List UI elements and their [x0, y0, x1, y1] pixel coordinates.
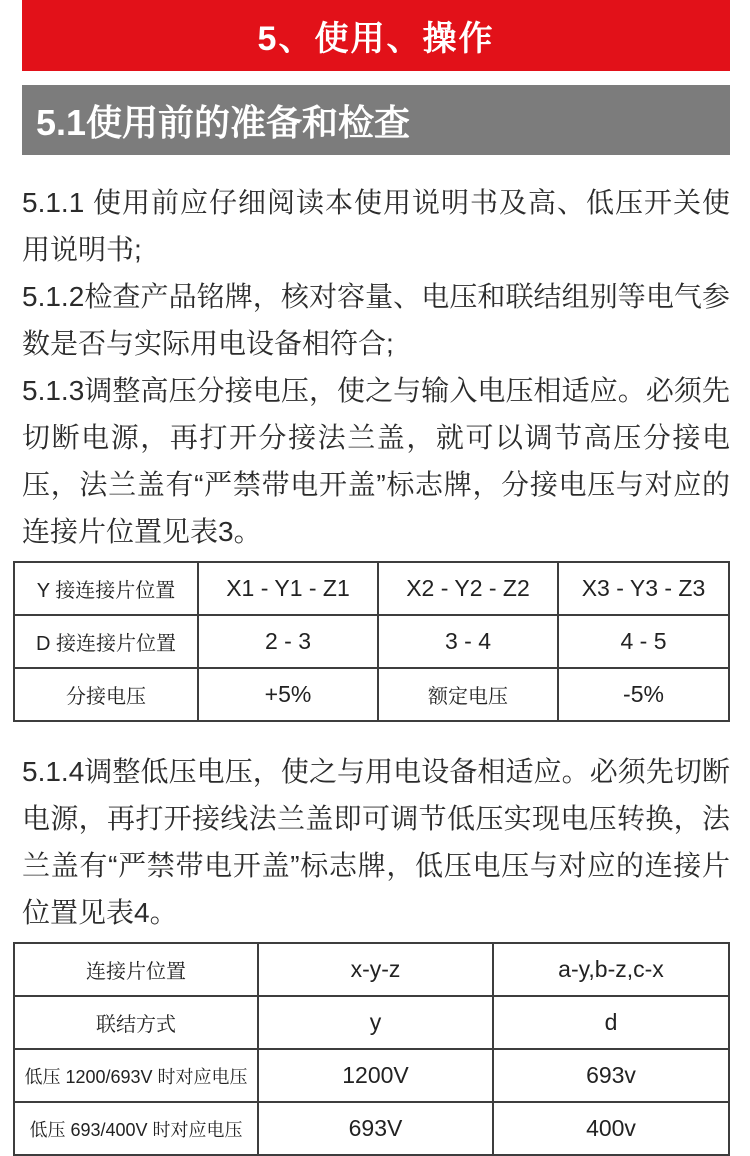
table-cell: X1 - Y1 - Z1 — [198, 562, 378, 615]
table-cell: 2 - 3 — [198, 615, 378, 668]
table-cell: D 接连接片位置 — [14, 615, 198, 668]
body-text-block — [22, 179, 730, 555]
paragraph-5-1-1: 5.1.1 使用前应仔细阅读本使用说明书及高、低压开关使用说明书; — [22, 187, 730, 265]
table-cell: 3 - 4 — [378, 615, 558, 668]
table-cell: 693V — [258, 1102, 493, 1155]
table-cell: -5% — [558, 668, 729, 721]
section-title-banner — [22, 85, 730, 155]
low-voltage-table — [13, 942, 730, 1156]
paragraph-5-1-4: 5.1.4调整低压电压，使之与用电设备相适应。必须先切断电源，再打开接线法兰盖即可调节低压实现电压转换，法兰盖有“严禁带电开盖”标志牌，低压电压与对应的连接片位置见表4。 — [22, 756, 730, 928]
chapter-title: 5、使用、操作 — [257, 20, 495, 58]
table-cell: a-y,b-z,c-x — [493, 943, 729, 996]
table-cell: Y 接连接片位置 — [14, 562, 198, 615]
table-cell: x-y-z — [258, 943, 493, 996]
table-row — [14, 615, 729, 668]
table-cell: 4 - 5 — [558, 615, 729, 668]
table-row — [14, 562, 729, 615]
chapter-title-banner — [22, 0, 730, 71]
table-row — [14, 996, 729, 1049]
paragraph-5-1-2: 5.1.2检查产品铭牌，核对容量、电压和联结组别等电气参数是否与实际用电设备相符合; — [22, 281, 730, 359]
table-cell: 低压 1200/693V 时对应电压 — [14, 1049, 258, 1102]
table-cell: 额定电压 — [378, 668, 558, 721]
table-cell: y — [258, 996, 493, 1049]
table-cell: 低压 693/400V 时对应电压 — [14, 1102, 258, 1155]
table-cell: 1200V — [258, 1049, 493, 1102]
table-row — [14, 668, 729, 721]
table-cell: 693v — [493, 1049, 729, 1102]
paragraph-5-1-3: 5.1.3调整高压分接电压，使之与输入电压相适应。必须先切断电源，再打开分接法兰盖，就可以调节高压分接电压，法兰盖有“严禁带电开盖”标志牌，分接电压与对应的连接片位置见表3。 — [22, 375, 730, 547]
table-cell: d — [493, 996, 729, 1049]
section-title: 5.1使用前的准备和检查 — [36, 101, 411, 143]
table-cell: 连接片位置 — [14, 943, 258, 996]
table-cell: X2 - Y2 - Z2 — [378, 562, 558, 615]
table-cell: 分接电压 — [14, 668, 198, 721]
table-row — [14, 1102, 729, 1155]
table-cell: 联结方式 — [14, 996, 258, 1049]
table-cell: 400v — [493, 1102, 729, 1155]
body-text-block-2 — [22, 748, 730, 936]
table-row — [14, 1049, 729, 1102]
tap-voltage-table — [13, 561, 730, 722]
table-cell: X3 - Y3 - Z3 — [558, 562, 729, 615]
table-cell: +5% — [198, 668, 378, 721]
table-row — [14, 943, 729, 996]
